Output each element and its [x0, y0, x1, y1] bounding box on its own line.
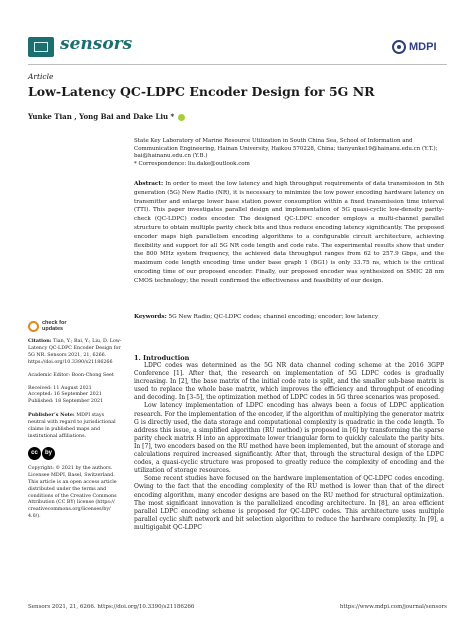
paragraph: LDPC codes was determined as the 5G NR data channel coding scheme at the 2016 3GPP Conference [1]. After that, the research on implementation of 5G LDPC codes is gradually increasing. In [2], the base matrix of the initial code rate is split, and the smaller sub-base matrix is used to replace the whole base matrix, which improves the efficiency and throughput of encoding and decoding. In [3–5], the optimization method of LDPC codes in 5G three scenarios was proposed.	[134, 362, 444, 402]
section-heading: 1. Introduction	[134, 354, 190, 362]
affiliations	[134, 138, 444, 168]
by-icon: by	[42, 447, 55, 460]
mdpi-icon	[392, 40, 406, 54]
published-date: Published: 18 September 2021	[28, 399, 104, 405]
copyright: Copyright: © 2021 by the authors. Licensee MDPI, Basel, Switzerland. This article is an open access article distributed under the terms and conditions of the Creative Commons Attribution (CC BY) license (https:// creativecommons.org/licenses/by/ 4.0/).	[28, 465, 117, 520]
cc-icon: cc	[28, 447, 41, 460]
page-footer	[28, 604, 447, 610]
article-type: Article	[28, 72, 54, 81]
body-text	[134, 362, 444, 532]
publisher-name: MDPI	[409, 41, 437, 53]
check-updates-line2: updates	[42, 326, 64, 332]
correspondence-line: * Correspondence: liu.dake@outlook.com	[134, 160, 250, 167]
mdpi-logo	[392, 40, 437, 54]
journal-name: sensors	[60, 34, 133, 54]
citation-label: Citation:	[28, 338, 52, 344]
footer-journal-url[interactable]: https://www.mdpi.com/journal/sensors	[339, 604, 447, 610]
citation	[28, 338, 123, 367]
article-sidebar	[28, 320, 123, 521]
footer-citation[interactable]: Sensors 2021, 21, 6266. https://doi.org/10.3390/s21186266	[28, 604, 195, 610]
header-divider	[28, 64, 447, 65]
cc-by-license-icon[interactable]	[28, 447, 55, 460]
publisher-note-label: Publisher’s Note:	[28, 412, 75, 419]
affiliation-line: Communication Engineering, Hainan University, Haikou 570228, China; tianyunke19@hainanu.edu.cn (Y.T.);	[134, 145, 438, 152]
check-updates-icon	[28, 321, 39, 332]
citation-text: Tian, Y.; Bai, Y.; Liu, D. Low-Latency QC-LDPC Encoder Design for 5G NR. Sensors 2021, 21, 6266. https://doi.org/10.3390/s21186266	[28, 339, 122, 365]
accepted-date: Accepted: 16 September 2021	[28, 392, 102, 398]
abstract	[134, 180, 444, 286]
paragraph: Low latency implementation of LDPC encoding has always been a focus of LDPC application research. For the implementation of the encoder, if the algorithm of multiplying the generator matrix G is directly used, the data storage and computational complexity is quadratic in the code length. To address this issue, a simplified algorithm (RU method) is proposed in [6] by transforming the sparse parity check matrix H into an approximate lower triangular form to quickly calculate the parity bits. In [7], two encoders based on the RU method have been implemented, but the amount of storage and calculations required increased significantly. After that, through the structural design of the LDPC codes, a quasi-cyclic structure was proposed to greatly reduce the complexity of encoding and the utilization of storage resources.	[134, 402, 444, 475]
abstract-label: Abstract:	[134, 181, 164, 187]
authors-text: Yunke Tian , Yong Bai and Dake Liu *	[28, 112, 175, 121]
orcid-icon[interactable]	[178, 114, 185, 121]
received-date: Received: 11 August 2021	[28, 385, 92, 391]
keywords-label: Keywords:	[134, 314, 167, 320]
academic-editor: Academic Editor: Boon-Chong Seet	[28, 372, 114, 378]
publisher-note-text: MDPI stays neutral with regard to jurisdictional claims in published maps and institutional affiliations.	[28, 413, 116, 439]
author-list	[28, 112, 186, 121]
abstract-text: In order to meet the low latency and high throughput requirements of data transmission in 5th generation (5G) New Radio (NR), it is necessary to minimize the low power encoding hardware latency on transmitter and enlarge lower base station power consumption within a fixed transmission time interval (TTI). This paper investigates parallel design and implementation of 5G quasi-cyclic low-density parity-check (QC-LDPC) codes encoder. The designed QC-LDPC encoder employs a multi-channel parallel structure to obtain multiple parity check bits and thus reduce encoding latency significantly. The proposed encoder maps high parallelism encoding algorithms to a configurable circuit architecture, achieving flexibility and support for all 5G NR code length and code rate. The experimental results show that under the 800 MHz system frequency, the achieved data throughput ranges from 62 to 257.9 Gbps, and the maximum code length encoding time under base graph 1 (BG1) is only 33.75 ns, which is the critical encoding time of our proposed encoder. Finally, our proposed encoder was synthesized on SMIC 28 nm CMOS technology; the result confirmed the effectiveness and feasibility of our design.	[134, 181, 444, 284]
sensors-chip-icon	[28, 37, 54, 57]
affiliation-line: State Key Laboratory of Marine Resource Utilization in South China Sea, School of Information and	[134, 138, 413, 144]
check-for-updates-button[interactable]	[28, 320, 123, 332]
check-updates-line1: check for	[42, 320, 67, 326]
keywords	[134, 314, 444, 320]
dates	[28, 386, 123, 407]
publisher-note	[28, 412, 123, 441]
affiliation-line: bai@hainanu.edu.cn (Y.B.)	[134, 153, 208, 159]
paragraph: Some recent studies have focused on the hardware implementation of QC-LDPC codes encoding. Owing to the fact that the encoding complexity of the RU method is lower than that of the direct encoding algorithm, many encoder designs are based on the RU method for structural optimization. The most significant innovation is the parallelized encoding architecture. In [8], an area efficient parallel LDPC encoding scheme is proposed for QC-LDPC codes. This architecture uses multiple parallel cyclic shift network and bit selection algorithm to reduce the hardware complexity. In [9], a multigigabit QC-LDPC	[134, 475, 444, 531]
paper-title: Low-Latency QC-LDPC Encoder Design for 5G NR	[28, 84, 375, 99]
keywords-text: 5G New Radio; QC-LDPC codes; channel encoding; encoder; low latency	[168, 314, 379, 320]
